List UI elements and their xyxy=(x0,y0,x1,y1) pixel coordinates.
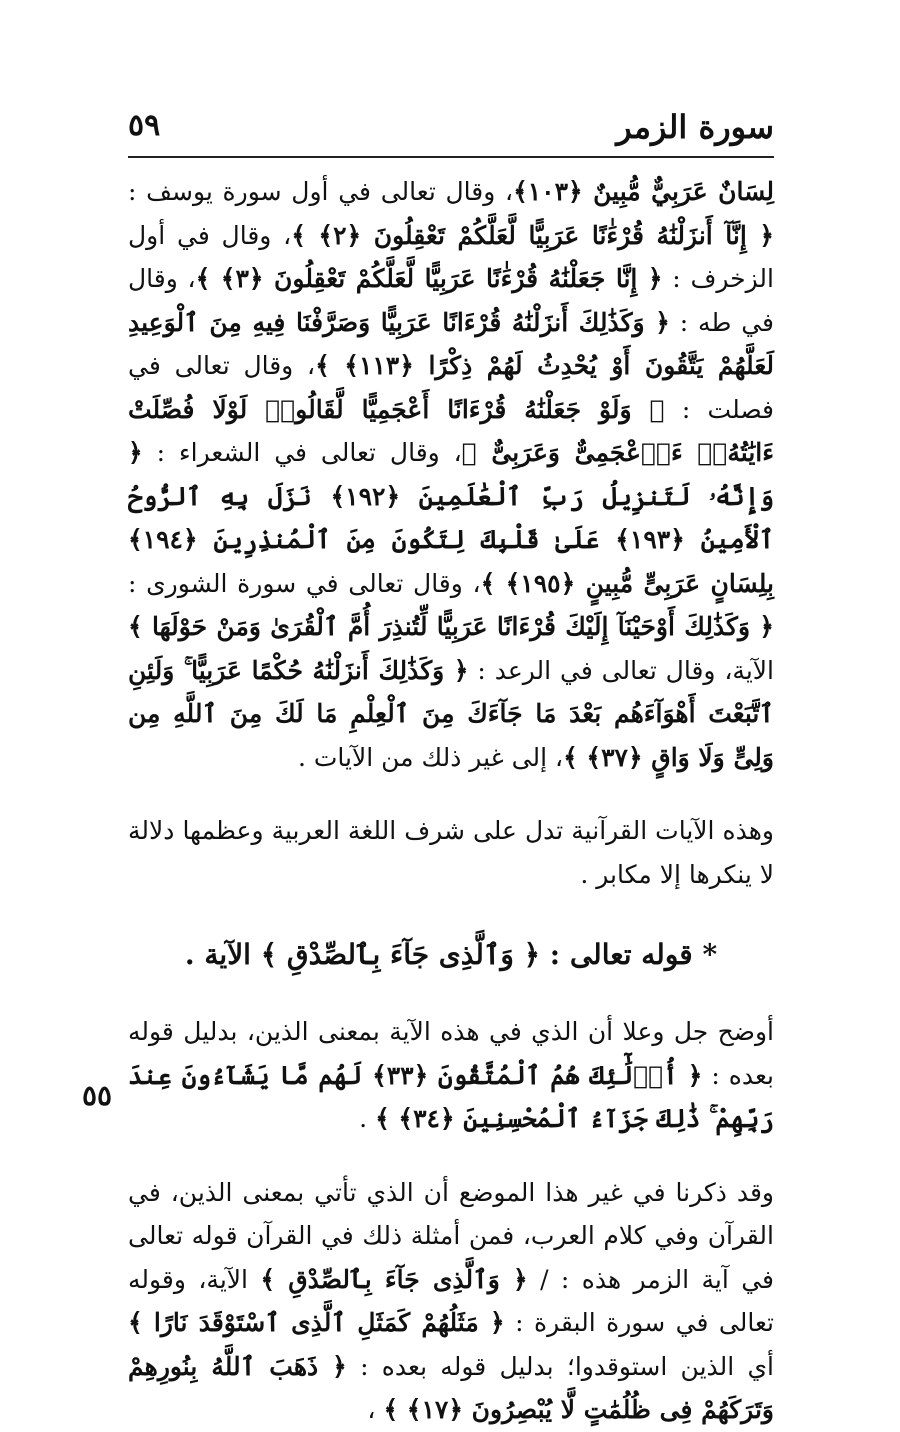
commentary-text: . xyxy=(359,1104,376,1133)
quran-quote: ﴿ ذَهَبَ ٱللَّهُ بِنُورِهِمْ وَتَرَكَهُمْ فِى ظُلُمَٰتٍ لَّا يُبْصِرُونَ ﴿١٧﴾ ﴾ xyxy=(128,1351,774,1424)
section-heading xyxy=(128,920,774,984)
quran-quote: ﴿ إِنَّآ أَنزَلْنَٰهُ قُرْءَٰنًا عَرَبِيًّا لَّعَلَّكُمْ تَعْقِلُونَ ﴿٢﴾ ﴾ xyxy=(291,220,774,250)
heading-text: * قوله تعالى : xyxy=(540,938,718,971)
commentary-text: ، وقال تعالى في أول سورة يوسف : xyxy=(128,177,514,206)
commentary-text: ، وقال تعالى في الشعراء : xyxy=(142,438,462,467)
paragraph-conclusion: وهذه الآيات القرآنية تدل على شرف اللغة العربية وعظمها دلالة لا ينكرها إلا مكابر . xyxy=(128,816,774,889)
quran-quote: ﴿ مَثَلُهُمْ كَمَثَلِ ٱلَّذِى ٱسْتَوْقَدَ نَارًا ﴾ xyxy=(128,1308,505,1337)
commentary-text: وقد ذكرنا في غير هذا الموضع أن الذي تأتي بمعنى الذين، في القرآن وفي كلام العرب، فمن أمثلة ذلك في القرآن قوله تعالى في آية الزمر هذه : / xyxy=(128,1177,774,1294)
commentary-text: الآية، وقوله تعالى في سورة البقرة : xyxy=(128,1264,774,1337)
commentary-text: الآية، وقال تعالى في الرعد : xyxy=(468,655,774,685)
paragraph-examples xyxy=(128,1171,774,1432)
page-number: ٥٩ xyxy=(128,108,161,143)
quran-quote: ﴿ وَٱلَّذِى جَآءَ بِٱلصِّدْقِ ﴾ xyxy=(260,938,541,971)
margin-page-reference: ٥٥ xyxy=(82,1079,113,1112)
quran-quote: ﴿ وَلَوْ جَعَلْنَٰهُ قُرْءَانًا أَعْجَمِيًّا لَّقَالُوا۟ لَوْلَا فُصِّلَتْ ءَايَٰتُهُۥٓ ءَا۬عْجَمِىٌّ وَعَرَبِىٌّ ﴾ xyxy=(128,394,774,467)
page-body xyxy=(128,170,774,1432)
quran-quote: ﴿ وَٱلَّذِى جَآءَ بِٱلصِّدْقِ ﴾ xyxy=(260,1264,528,1294)
commentary-text: أي الذين استوقدوا؛ بدليل قوله بعده : xyxy=(346,1351,774,1381)
commentary-text: ، وقال تعالى في فصلت : xyxy=(128,351,774,424)
quran-quote: ﴿ إِنَّا جَعَلْنَٰهُ قُرْءَٰنًا عَرَبِيًّا لَّعَلَّكُمْ تَعْقِلُونَ ﴿٣﴾ ﴾ xyxy=(195,264,663,293)
commentary-text: ، وقال في طه : xyxy=(128,264,775,337)
commentary-text: ، إلى غير ذلك من الآيات . xyxy=(298,742,564,772)
paragraph-explanation xyxy=(128,1010,774,1141)
quran-quote: ﴿ وَكَذَٰلِكَ أَنزَلْنَٰهُ حُكْمًا عَرَبِيًّا ۚ وَلَئِنِ ٱتَّبَعْتَ أَهْوَآءَهُم بَعْدَ مَا جَآءَكَ مِنَ ٱلْعِلْمِ مَا لَكَ مِنَ ٱللَّهِ مِن وَلِىٍّ وَلَا وَاقٍ ﴿٣٧﴾ ﴾ xyxy=(128,655,774,772)
commentary-text: أوضح جل وعلا أن الذي في هذه الآية بمعنى الذين، بدليل قوله بعده : xyxy=(128,1017,775,1090)
page-header xyxy=(128,108,774,158)
quran-quote: ﴿ وَكَذَٰلِكَ أَوْحَيْنَآ إِلَيْكَ قُرْءَانًا عَرَبِيًّا لِّتُنذِرَ أُمَّ ٱلْقُرَىٰ وَمَنْ حَوْلَهَا ﴾ xyxy=(128,612,774,641)
quran-quote: لِسَانٌ عَرَبِيٌّ مُّبِينٌ ﴿١٠٣﴾ xyxy=(513,177,774,206)
quran-quote: ﴿ وَإِنَّهُۥ لَتَنزِيلُ رَبِّ ٱلْعَٰلَمِينَ ﴿١٩٢﴾ نَزَلَ بِهِ ٱلرُّوحُ ٱلْأَمِينُ ﴿١٩٣﴾ عَلَىٰ قَلْبِكَ لِتَكُونَ مِنَ ٱلْمُنذِرِينَ ﴿١٩٤﴾ بِلِسَانٍ عَرَبِىٍّ مُّبِينٍ ﴿١٩٥﴾ ﴾ xyxy=(128,438,775,598)
commentary-text: ، وقال في أول الزخرف : xyxy=(128,220,774,293)
quran-quote: ﴿ وَكَذَٰلِكَ أَنزَلْنَٰهُ قُرْءَانًا عَرَبِيًّا وَصَرَّفْنَا فِيهِ مِنَ ٱلْوَعِيدِ لَعَلَّهُمْ يَتَّقُونَ أَوْ يُحْدِثُ لَهُمْ ذِكْرًا ﴿١١٣﴾ ﴾ xyxy=(128,307,774,380)
heading-text: الآية . xyxy=(184,938,261,971)
commentary-text: ، xyxy=(367,1395,384,1424)
paragraph-arabic-language-verses xyxy=(128,170,774,779)
quran-quote: ﴿ أُو۟لَٰٓئِكَ هُمُ ٱلْمُتَّقُونَ ﴿٣٣﴾ لَهُم مَّا يَشَآءُونَ عِندَ رَبِّهِمْ ۚ ذَٰلِكَ جَزَآءُ ٱلْمُحْسِنِينَ ﴿٣٤﴾ ﴾ xyxy=(128,1060,774,1133)
surah-title: سورة الزمر xyxy=(616,108,774,146)
commentary-text: ، وقال تعالى في سورة الشورى : xyxy=(128,568,481,598)
